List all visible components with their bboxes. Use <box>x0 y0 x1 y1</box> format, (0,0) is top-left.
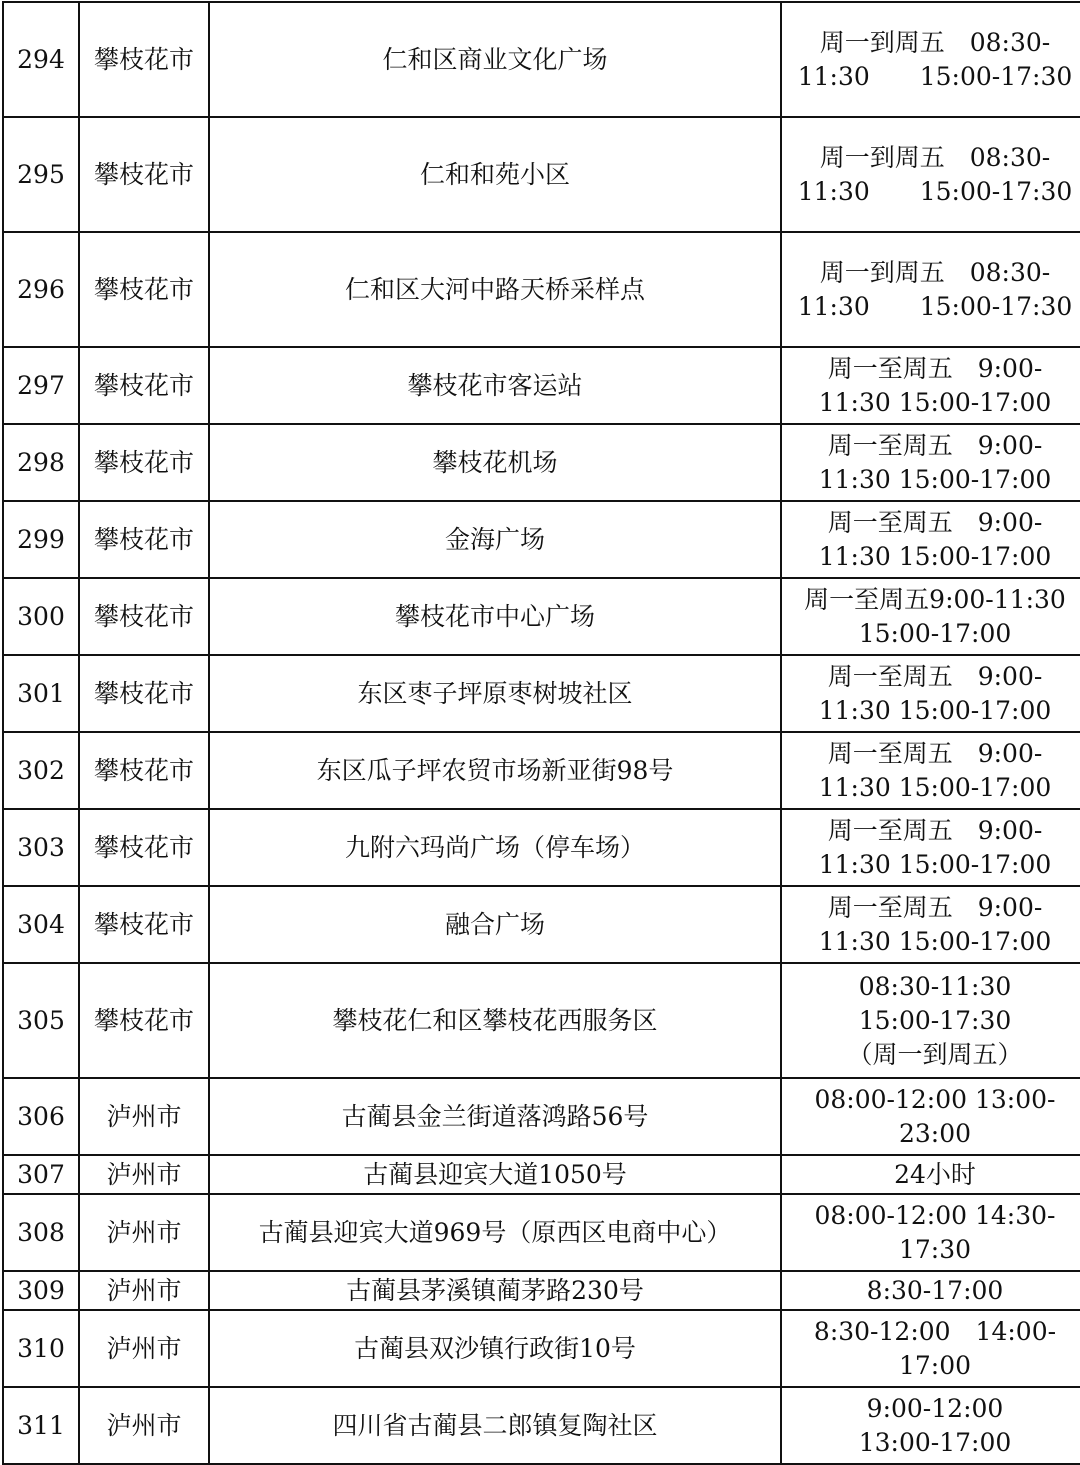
hours-line: 17:30 <box>898 1234 972 1264</box>
city-cell: 攀枝花市 <box>79 117 209 232</box>
hours-line: 11:30 15:00-17:00 <box>818 387 1052 417</box>
table-row <box>3 347 1080 424</box>
hours-cell <box>781 1271 1080 1310</box>
row-number: 310 <box>3 1310 79 1387</box>
location-cell: 仁和区大河中路天桥采样点 <box>209 232 781 347</box>
row-number: 300 <box>3 578 79 655</box>
row-number: 299 <box>3 501 79 578</box>
hours-line: 23:00 <box>898 1118 972 1148</box>
hours-line: 11:30 15:00-17:00 <box>818 849 1052 879</box>
table-row <box>3 117 1080 232</box>
table-body <box>3 2 1080 1464</box>
hours-cell <box>781 501 1080 578</box>
hours-line: 周一至周五9:00-11:30 <box>804 584 1066 614</box>
table-row <box>3 1155 1080 1194</box>
city-cell: 攀枝花市 <box>79 232 209 347</box>
row-number: 294 <box>3 2 79 117</box>
city-cell: 泸州市 <box>79 1387 209 1464</box>
hours-line: 周一至周五 9:00- <box>827 353 1043 383</box>
location-cell: 攀枝花机场 <box>209 424 781 501</box>
city-cell: 泸州市 <box>79 1078 209 1155</box>
hours-cell <box>781 117 1080 232</box>
table-row <box>3 232 1080 347</box>
table-row <box>3 501 1080 578</box>
city-cell: 攀枝花市 <box>79 886 209 963</box>
hours-line: 周一至周五 9:00- <box>827 430 1043 460</box>
hours-line: 11:30 15:00-17:00 <box>818 772 1052 802</box>
city-cell: 攀枝花市 <box>79 501 209 578</box>
city-cell: 攀枝花市 <box>79 578 209 655</box>
table-row <box>3 809 1080 886</box>
location-cell: 攀枝花市客运站 <box>209 347 781 424</box>
table-row <box>3 2 1080 117</box>
row-number: 308 <box>3 1194 79 1271</box>
hours-line: （周一到周五） <box>847 1039 1023 1069</box>
table-row <box>3 655 1080 732</box>
city-cell: 泸州市 <box>79 1310 209 1387</box>
city-cell: 泸州市 <box>79 1155 209 1194</box>
hours-line: 13:00-17:00 <box>858 1427 1012 1457</box>
hours-line: 9:00-12:00 <box>866 1393 1004 1423</box>
hours-cell <box>781 886 1080 963</box>
hours-line: 周一至周五 9:00- <box>827 661 1043 691</box>
hours-line: 08:00-12:00 13:00- <box>814 1084 1056 1114</box>
hours-line: 17:00 <box>898 1350 972 1380</box>
location-cell: 攀枝花市中心广场 <box>209 578 781 655</box>
hours-cell <box>781 1078 1080 1155</box>
hours-line: 周一到周五 08:30- <box>819 27 1051 57</box>
table-row <box>3 1078 1080 1155</box>
location-cell: 攀枝花仁和区攀枝花西服务区 <box>209 963 781 1078</box>
hours-line: 8:30-17:00 <box>866 1275 1004 1305</box>
table-row <box>3 963 1080 1078</box>
hours-line: 11:30 15:00-17:00 <box>818 541 1052 571</box>
location-cell: 古蔺县金兰街道落鸿路56号 <box>209 1078 781 1155</box>
hours-line: 11:30 15:00-17:00 <box>818 926 1052 956</box>
table-row <box>3 1310 1080 1387</box>
location-cell: 仁和区商业文化广场 <box>209 2 781 117</box>
location-cell: 东区枣子坪原枣树坡社区 <box>209 655 781 732</box>
location-cell: 东区瓜子坪农贸市场新亚街98号 <box>209 732 781 809</box>
city-cell: 攀枝花市 <box>79 809 209 886</box>
hours-line: 周一至周五 9:00- <box>827 892 1043 922</box>
hours-line: 08:00-12:00 14:30- <box>814 1200 1056 1230</box>
row-number: 302 <box>3 732 79 809</box>
row-number: 307 <box>3 1155 79 1194</box>
hours-cell <box>781 963 1080 1078</box>
hours-cell <box>781 1155 1080 1194</box>
location-cell: 古蔺县双沙镇行政街10号 <box>209 1310 781 1387</box>
hours-cell <box>781 655 1080 732</box>
location-cell: 古蔺县迎宾大道969号（原西区电商中心） <box>209 1194 781 1271</box>
table-row <box>3 578 1080 655</box>
hours-line: 周一至周五 9:00- <box>827 507 1043 537</box>
city-cell: 泸州市 <box>79 1194 209 1271</box>
table-row <box>3 1387 1080 1464</box>
row-number: 309 <box>3 1271 79 1310</box>
hours-cell <box>781 424 1080 501</box>
hours-line: 08:30-11:30 <box>858 971 1012 1001</box>
row-number: 301 <box>3 655 79 732</box>
hours-cell <box>781 2 1080 117</box>
row-number: 304 <box>3 886 79 963</box>
hours-line: 周一到周五 08:30- <box>819 142 1051 172</box>
testing-sites-table <box>2 1 1080 1465</box>
row-number: 306 <box>3 1078 79 1155</box>
hours-cell <box>781 1310 1080 1387</box>
table-row <box>3 732 1080 809</box>
hours-line: 周一至周五 9:00- <box>827 738 1043 768</box>
hours-cell <box>781 578 1080 655</box>
hours-line: 15:00-17:00 <box>858 618 1012 648</box>
city-cell: 攀枝花市 <box>79 424 209 501</box>
row-number: 303 <box>3 809 79 886</box>
hours-cell <box>781 809 1080 886</box>
row-number: 305 <box>3 963 79 1078</box>
hours-cell <box>781 732 1080 809</box>
hours-cell <box>781 232 1080 347</box>
location-cell: 四川省古蔺县二郎镇复陶社区 <box>209 1387 781 1464</box>
city-cell: 攀枝花市 <box>79 2 209 117</box>
location-cell: 古蔺县迎宾大道1050号 <box>209 1155 781 1194</box>
hours-cell <box>781 1387 1080 1464</box>
table-row <box>3 1194 1080 1271</box>
hours-line: 周一到周五 08:30- <box>819 257 1051 287</box>
hours-line: 11:30 15:00-17:30 <box>797 61 1073 91</box>
row-number: 296 <box>3 232 79 347</box>
city-cell: 攀枝花市 <box>79 347 209 424</box>
table-row <box>3 1271 1080 1310</box>
location-cell: 融合广场 <box>209 886 781 963</box>
hours-line: 8:30-12:00 14:00- <box>813 1316 1057 1346</box>
row-number: 295 <box>3 117 79 232</box>
city-cell: 泸州市 <box>79 1271 209 1310</box>
location-cell: 金海广场 <box>209 501 781 578</box>
table-row <box>3 886 1080 963</box>
location-cell: 九附六玛尚广场（停车场） <box>209 809 781 886</box>
city-cell: 攀枝花市 <box>79 963 209 1078</box>
hours-line: 11:30 15:00-17:00 <box>818 695 1052 725</box>
city-cell: 攀枝花市 <box>79 732 209 809</box>
hours-line: 周一至周五 9:00- <box>827 815 1043 845</box>
hours-line: 11:30 15:00-17:30 <box>797 176 1073 206</box>
location-cell: 古蔺县茅溪镇蔺茅路230号 <box>209 1271 781 1310</box>
hours-cell <box>781 347 1080 424</box>
row-number: 311 <box>3 1387 79 1464</box>
table-row <box>3 424 1080 501</box>
hours-line: 11:30 15:00-17:30 <box>797 291 1073 321</box>
row-number: 298 <box>3 424 79 501</box>
hours-line: 24小时 <box>894 1159 976 1189</box>
hours-cell <box>781 1194 1080 1271</box>
row-number: 297 <box>3 347 79 424</box>
location-cell: 仁和和苑小区 <box>209 117 781 232</box>
hours-line: 11:30 15:00-17:00 <box>818 464 1052 494</box>
hours-line: 15:00-17:30 <box>858 1005 1012 1035</box>
city-cell: 攀枝花市 <box>79 655 209 732</box>
